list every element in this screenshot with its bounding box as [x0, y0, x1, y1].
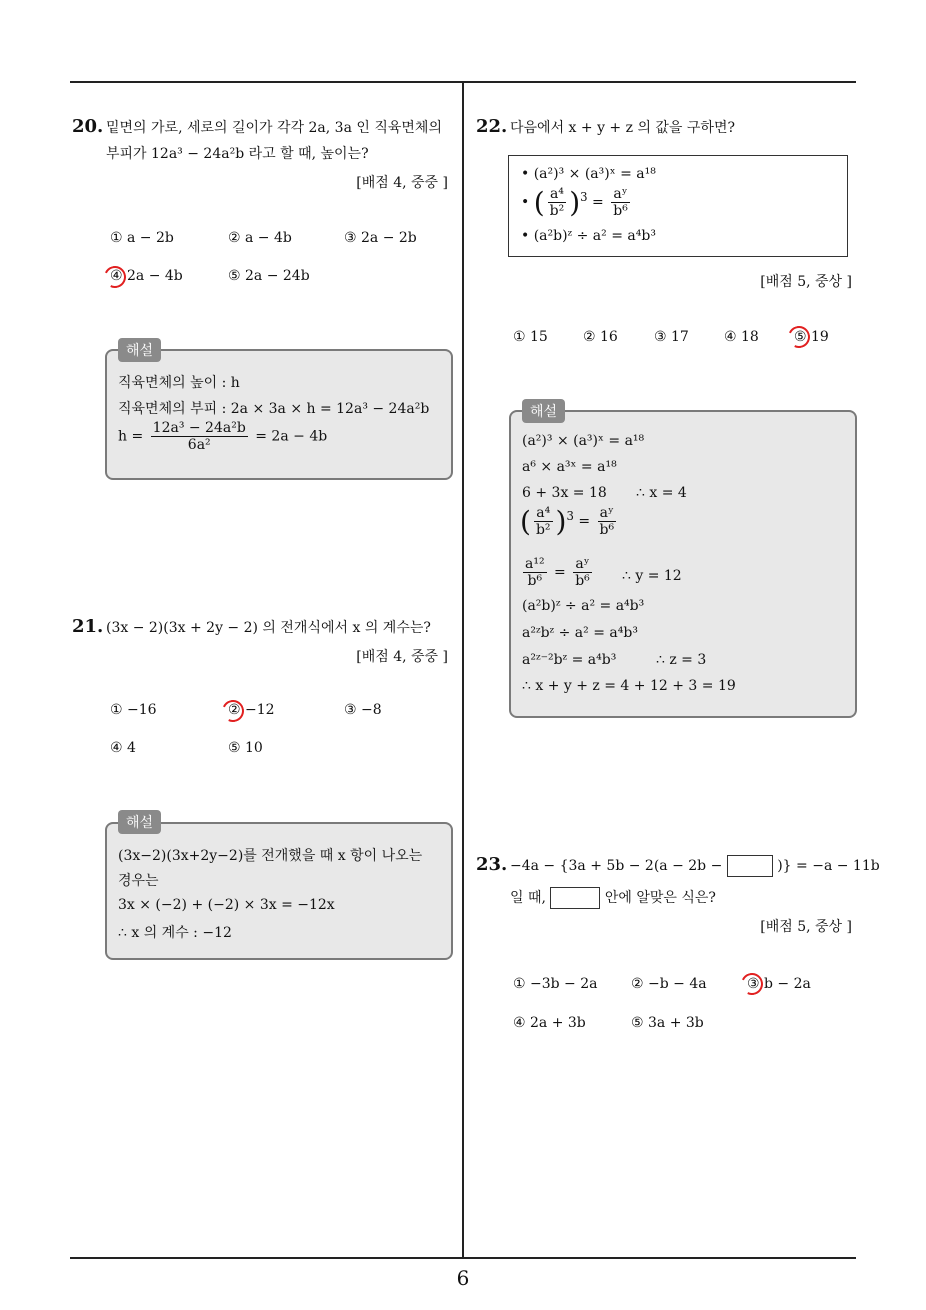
q23-eq-right: )} = −a − 11b — [777, 858, 880, 874]
q22-sol-l4-rparen: ) — [555, 505, 567, 538]
q23-choice-3[interactable]: ③ b − 2a — [747, 976, 811, 992]
q21-sol-line2: 경우는 — [118, 873, 159, 889]
q20-sol-h: h = — [118, 428, 144, 445]
q23-eq-blank-box — [727, 855, 773, 877]
q22-sol-l7: a²ᶻbᶻ ÷ a² = a⁴b³ — [522, 625, 638, 641]
q22-sol-l5-rfraction — [573, 556, 592, 589]
q22-sol-l5-den: b⁶ — [527, 573, 543, 589]
q23-line2-b: 안에 알맞은 식은? — [604, 890, 716, 906]
q21-choice-1[interactable]: ① −16 — [110, 702, 157, 718]
q20-meta: [배점 4, 중중 ] — [356, 175, 448, 191]
q20-sol-fraction — [151, 420, 248, 453]
q22-sol-l2: a⁶ × a³ˣ = a¹⁸ — [522, 459, 617, 475]
q21-line1: (3x − 2)(3x + 2y − 2) 의 전개식에서 x 의 계수는? — [106, 620, 431, 636]
q23-choice-5[interactable]: ⑤ 3a + 3b — [631, 1015, 704, 1031]
q22-cond-2-num: a⁴ — [548, 186, 567, 203]
q22-sol-l3b: ∴ x = 4 — [636, 485, 687, 501]
q23-line2-a: 일 때, — [510, 890, 546, 906]
q20-number: 20. — [72, 116, 104, 137]
q23-line2-blank-box — [550, 887, 600, 909]
q22-cond-2-bullet: • — [521, 194, 530, 211]
q22-sol-l3a: 6 + 3x = 18 — [522, 485, 607, 501]
q23-answer-mark — [738, 970, 766, 998]
q22-sol-l4-power: 3 — [566, 508, 574, 523]
q22-choice-2[interactable]: ② 16 — [583, 329, 618, 345]
q22-cond-3: • (a²b)ᶻ ÷ a² = a⁴b³ — [521, 228, 656, 244]
q22-cond-2-rparen: ) — [569, 186, 581, 219]
q22-choice-3[interactable]: ③ 17 — [654, 329, 689, 345]
q21-sol-line1: (3x−2)(3x+2y−2)를 전개했을 때 x 항이 나오는 — [118, 848, 423, 864]
q22-sol-l8b: ∴ z = 3 — [656, 652, 707, 668]
q20-line2: 부피가 12a³ − 24a²b 라고 할 때, 높이는? — [106, 146, 369, 162]
q20-choice-1[interactable]: ① a − 2b — [110, 230, 174, 246]
q23-meta: [배점 5, 중상 ] — [760, 919, 852, 935]
q22-answer-mark — [785, 323, 813, 351]
q22-cond-2-equals: = — [592, 194, 604, 211]
q22-sol-l8a: a²ᶻ⁻²bᶻ = a⁴b³ — [522, 652, 617, 668]
q23-choice-1[interactable]: ① −3b − 2a — [513, 976, 598, 992]
q23-choice-2[interactable]: ② −b − 4a — [631, 976, 707, 992]
q22-sol-l5-rden: b⁶ — [575, 573, 590, 589]
q21-choice-5[interactable]: ⑤ 10 — [228, 740, 263, 756]
q23-eq-left: −4a − {3a + 5b − 2(a − 2b − — [510, 858, 723, 874]
q20-choice-5[interactable]: ⑤ 2a − 24b — [228, 268, 310, 284]
q20-sol-line1: 직육면체의 높이 : h — [118, 375, 240, 391]
q22-sol-l4-rden: b⁶ — [599, 522, 615, 538]
q22-choice-4[interactable]: ④ 18 — [724, 329, 759, 345]
q22-sol-l5-equals: = — [554, 564, 566, 581]
q22-sol-l5b: ∴ y = 12 — [622, 568, 682, 584]
q20-choice-3[interactable]: ③ 2a − 2b — [344, 230, 417, 246]
q22-choice-5[interactable]: ⑤ 19 — [794, 329, 829, 345]
q20-sol-result: = 2a − 4b — [255, 428, 328, 445]
q22-sol-l1: (a²)³ × (a³)ˣ = a¹⁸ — [522, 433, 645, 449]
q22-sol-l4-equals: = — [578, 513, 591, 530]
q22-sol-l5-fraction — [523, 556, 547, 589]
q21-sol-line4: ∴ x 의 계수 : −12 — [118, 925, 232, 941]
q20-sol-line3 — [118, 420, 327, 453]
q21-sol-line3: 3x × (−2) + (−2) × 3x = −12x — [118, 897, 335, 913]
q22-sol-l4-rnum: aʸ — [598, 505, 617, 522]
q22-sol-l4-fraction — [534, 505, 553, 538]
q20-solution-tab: 해설 — [118, 338, 161, 362]
q22-sol-l4-den: b² — [535, 522, 551, 538]
q22-meta: [배점 5, 중상 ] — [760, 274, 852, 290]
q22-sol-l6: (a²b)ᶻ ÷ a² = a⁴b³ — [522, 598, 645, 614]
q20-sol-line2: 직육면체의 부피 : 2a × 3a × h = 12a³ − 24a²b — [118, 401, 430, 417]
q23-number: 23. — [476, 854, 508, 875]
q22-cond-2-lparen: ( — [533, 186, 545, 219]
q22-sol-l5-num: a¹² — [525, 556, 545, 572]
q22-solution-tab: 해설 — [522, 399, 565, 423]
q20-choice-4[interactable]: ④ 2a − 4b — [110, 268, 183, 284]
q22-line1: 다음에서 x + y + z 의 값을 구하면? — [510, 120, 735, 136]
q22-sol-l4-rfraction — [598, 505, 617, 538]
q21-choice-3[interactable]: ③ −8 — [344, 702, 382, 718]
q22-sol-l5 — [520, 556, 595, 589]
q22-cond-2-fraction — [548, 186, 567, 219]
q22-sol-l9: ∴ x + y + z = 4 + 12 + 3 = 19 — [522, 678, 736, 694]
q22-choice-1[interactable]: ① 15 — [513, 329, 548, 345]
q21-choice-4[interactable]: ④ 4 — [110, 740, 136, 756]
q22-cond-2 — [521, 186, 633, 219]
q22-cond-2-rfraction — [611, 186, 630, 219]
q21-number: 21. — [72, 616, 104, 637]
bottom-rule — [70, 1257, 856, 1259]
q22-cond-2-den: b² — [549, 203, 565, 219]
q22-sol-l4-num: a⁴ — [534, 505, 553, 522]
q22-sol-l5-rnum: aʸ — [573, 556, 592, 573]
q20-line1: 밑면의 가로, 세로의 길이가 각각 2a, 3a 인 직육면체의 — [106, 120, 442, 136]
q20-sol-numerator: 12a³ − 24a²b — [152, 420, 246, 436]
q22-cond-1: • (a²)³ × (a³)ˣ = a¹⁸ — [521, 166, 656, 182]
q20-choice-2[interactable]: ② a − 4b — [228, 230, 292, 246]
q21-solution-tab: 해설 — [118, 810, 161, 834]
q22-cond-2-rden: b⁶ — [613, 203, 628, 219]
q23-choice-4[interactable]: ④ 2a + 3b — [513, 1015, 586, 1031]
q21-meta: [배점 4, 중중 ] — [356, 649, 448, 665]
q20-sol-denominator: 6a² — [187, 437, 211, 453]
q22-sol-l4 — [520, 505, 619, 538]
page-number: 6 — [456, 1266, 470, 1290]
q22-number: 22. — [476, 116, 508, 137]
q22-cond-2-power: 3 — [580, 189, 588, 204]
q23-equation — [510, 852, 880, 880]
column-divider — [462, 83, 464, 1258]
q23-line2 — [510, 884, 716, 912]
q22-sol-l4-lparen: ( — [520, 505, 531, 538]
q21-choice-2[interactable]: ② −12 — [228, 702, 275, 718]
q22-cond-2-rnum: aʸ — [611, 186, 630, 203]
